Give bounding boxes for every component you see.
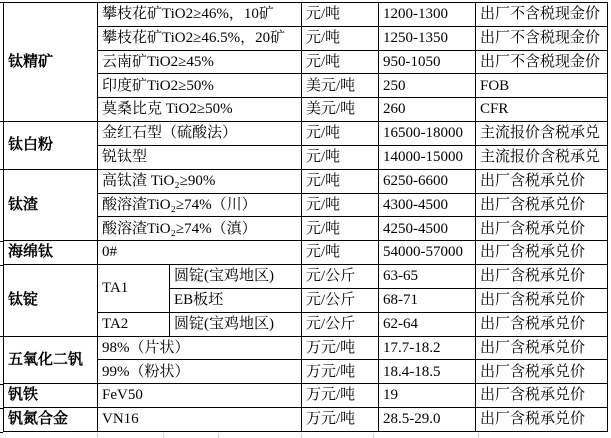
unit-cell: 元/吨 <box>302 122 379 146</box>
unit-cell: 元/吨 <box>302 169 379 193</box>
unit-cell: 万元/吨 <box>302 384 379 408</box>
price-cell: 63-65 <box>379 265 476 289</box>
product-cell: 酸溶渣TiO₂≥74%（滇） <box>98 217 302 241</box>
unit-cell: 元/吨 <box>302 193 379 217</box>
unit-cell: 万元/吨 <box>302 408 379 432</box>
unit-cell: 元/吨 <box>302 145 379 169</box>
price-cell: 17.7-18.2 <box>379 336 476 360</box>
bottom-gridline-stub <box>301 433 302 438</box>
grade-cell: TA2 <box>98 312 170 336</box>
note-cell: 主流报价含税承兑 <box>476 122 608 146</box>
left-gridline-stub <box>0 121 3 122</box>
note-cell: 出厂含税承兑价 <box>476 241 608 265</box>
product-cell: 锐钛型 <box>98 145 302 169</box>
note-cell: 出厂含税承兑价 <box>476 312 608 336</box>
category-cell: 钒铁 <box>4 384 98 408</box>
note-cell: 出厂含税承兑价 <box>476 384 608 408</box>
bottom-gridline-stub <box>163 433 164 438</box>
product-cell: 酸溶渣TiO₂≥74%（川） <box>98 193 302 217</box>
bottom-gridline-stub <box>478 433 479 438</box>
price-cell: 950-1050 <box>379 50 476 74</box>
price-cell: 260 <box>379 98 476 122</box>
category-cell: 海绵钛 <box>4 241 98 265</box>
note-cell: 出厂含税承兑价 <box>476 265 608 289</box>
product-cell: 莫桑比克 TiO2≥50% <box>98 98 302 122</box>
unit-cell: 元/吨 <box>302 3 379 27</box>
price-cell: 1250-1350 <box>379 26 476 50</box>
price-cell: 16500-18000 <box>379 122 476 146</box>
bottom-gridline-stub <box>97 433 98 438</box>
note-cell: 出厂含税承兑价 <box>476 360 608 384</box>
product-cell: VN16 <box>98 408 302 432</box>
unit-cell: 元/吨 <box>302 26 379 50</box>
price-cell: 19 <box>379 384 476 408</box>
product-cell: 99%（粉状） <box>98 360 302 384</box>
price-cell: 14000-15000 <box>379 145 476 169</box>
product-cell: 98%（片状） <box>98 336 302 360</box>
price-cell: 62-64 <box>379 312 476 336</box>
table-row <box>4 3 608 27</box>
table-row <box>4 408 608 432</box>
grade-cell: TA1 <box>98 265 170 313</box>
left-gridline-stub <box>0 169 3 170</box>
price-cell: 4250-4500 <box>379 217 476 241</box>
price-table <box>3 2 608 432</box>
note-cell: 出厂不含税现金价 <box>476 26 608 50</box>
product-cell: 云南矿TiO2≥45% <box>98 50 302 74</box>
category-cell: 钛精矿 <box>4 3 98 122</box>
category-cell: 五氧化二钒 <box>4 336 98 384</box>
price-cell: 1200-1300 <box>379 3 476 27</box>
note-cell: 出厂不含税现金价 <box>476 3 608 27</box>
category-cell: 钛渣 <box>4 169 98 240</box>
unit-cell: 元/公斤 <box>302 265 379 289</box>
unit-cell: 美元/吨 <box>302 98 379 122</box>
product-cell: 圆锭(宝鸡地区) <box>170 265 302 289</box>
note-cell: 出厂含税承兑价 <box>476 288 608 312</box>
note-cell: FOB <box>476 74 608 98</box>
product-cell: 攀枝花矿TiO2≥46.5%，20矿 <box>98 26 302 50</box>
unit-cell: 万元/吨 <box>302 336 379 360</box>
table-row <box>4 122 608 146</box>
product-cell: 印度矿TiO2≥50% <box>98 74 302 98</box>
table-row <box>4 384 608 408</box>
note-cell: 出厂不含税现金价 <box>476 50 608 74</box>
unit-cell: 元/吨 <box>302 217 379 241</box>
bottom-gridline-stub <box>373 433 374 438</box>
price-cell: 68-71 <box>379 288 476 312</box>
note-cell: CFR <box>476 98 608 122</box>
price-cell: 4300-4500 <box>379 193 476 217</box>
unit-cell: 美元/吨 <box>302 74 379 98</box>
table-row <box>4 169 608 193</box>
note-cell: 出厂含税承兑价 <box>476 169 608 193</box>
product-cell: 攀枝花矿TiO2≥46%，10矿 <box>98 3 302 27</box>
note-cell: 出厂含税承兑价 <box>476 408 608 432</box>
unit-cell: 万元/吨 <box>302 360 379 384</box>
bottom-gridline-stub <box>218 433 219 438</box>
note-cell: 出厂含税承兑价 <box>476 336 608 360</box>
note-cell: 出厂含税承兑价 <box>476 217 608 241</box>
category-cell: 钒氮合金 <box>4 408 98 432</box>
price-table-body <box>4 3 608 432</box>
unit-cell: 元/吨 <box>302 241 379 265</box>
price-cell: 28.5-29.0 <box>379 408 476 432</box>
left-gridline-stub <box>0 2 3 3</box>
category-cell: 钛白粉 <box>4 122 98 170</box>
unit-cell: 元/公斤 <box>302 288 379 312</box>
table-row <box>4 336 608 360</box>
price-cell: 18.4-18.5 <box>379 360 476 384</box>
product-cell: EB板坯 <box>170 288 302 312</box>
product-cell: 0# <box>98 241 302 265</box>
left-gridline-stub <box>0 336 3 337</box>
table-row <box>4 241 608 265</box>
left-gridline-stub <box>0 432 3 433</box>
left-gridline-stub <box>0 384 3 385</box>
product-cell: 圆锭(宝鸡地区) <box>170 312 302 336</box>
price-cell: 250 <box>379 74 476 98</box>
unit-cell: 元/吨 <box>302 50 379 74</box>
note-cell: 主流报价含税承兑 <box>476 145 608 169</box>
left-gridline-stub <box>0 265 3 266</box>
note-cell: 出厂含税承兑价 <box>476 193 608 217</box>
product-cell: FeV50 <box>98 384 302 408</box>
price-cell: 54000-57000 <box>379 241 476 265</box>
unit-cell: 元/公斤 <box>302 312 379 336</box>
category-cell: 钛锭 <box>4 265 98 336</box>
product-cell: 高钛渣 TiO₂≥90% <box>98 169 302 193</box>
product-cell: 金红石型（硫酸法） <box>98 122 302 146</box>
table-row <box>4 265 608 289</box>
left-gridline-stub <box>0 408 3 409</box>
price-cell: 6250-6600 <box>379 169 476 193</box>
left-gridline-stub <box>0 241 3 242</box>
